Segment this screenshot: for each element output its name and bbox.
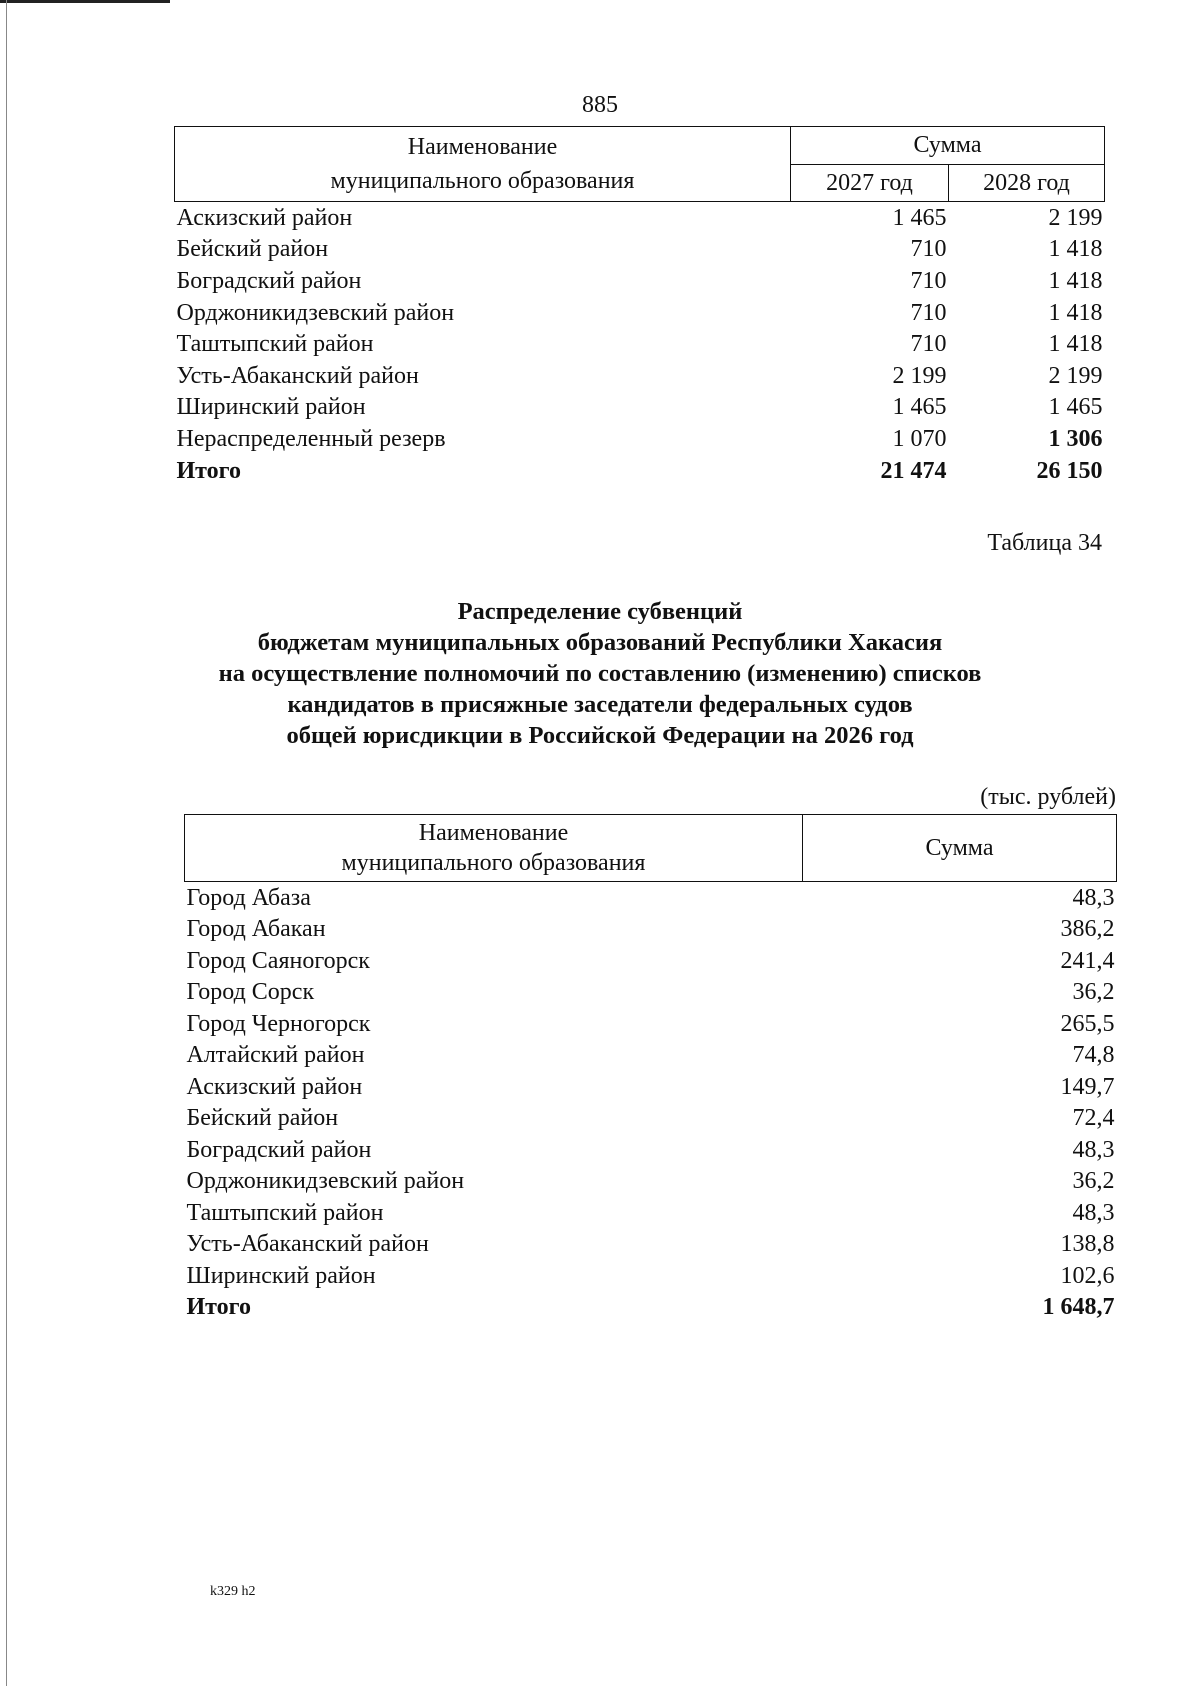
row-name: Город Абакан <box>186 916 326 943</box>
row-name: Боградский район <box>176 267 362 294</box>
total-value-2027: 21 474 <box>880 457 947 484</box>
table2-header-name-line2: муниципального образования <box>341 850 646 876</box>
total-label: Итого <box>176 457 241 484</box>
row-value: 138,8 <box>1060 1231 1115 1258</box>
row-name: Нераспределенный резерв <box>176 425 446 452</box>
row-value: 72,4 <box>1072 1105 1115 1132</box>
row-value-2028: 1 418 <box>1048 299 1103 326</box>
row-value-2028: 2 199 <box>1048 204 1103 231</box>
table-row <box>185 1260 1117 1292</box>
table-row <box>175 234 1105 266</box>
table-row <box>175 423 1105 455</box>
table1-header-2028: 2028 год <box>949 164 1105 202</box>
table-row <box>185 1134 1117 1166</box>
table1-header-2027: 2027 год <box>791 164 949 202</box>
row-value: 386,2 <box>1060 916 1115 943</box>
row-name: Боградский район <box>186 1136 372 1163</box>
table-row <box>175 328 1105 360</box>
table-total-row <box>185 1292 1117 1324</box>
row-value: 149,7 <box>1060 1073 1115 1100</box>
table2-header-name-line1: Наименование <box>418 820 569 846</box>
row-name: Алтайский район <box>186 1042 365 1069</box>
title-line: на осуществление полномочий по составлению (изменению) списков <box>218 660 982 687</box>
table-row <box>175 265 1105 297</box>
table-row <box>175 297 1105 329</box>
row-value-2028: 1 418 <box>1048 331 1103 358</box>
table-row <box>185 945 1117 977</box>
row-value: 48,3 <box>1072 884 1115 911</box>
row-value-2027: 710 <box>910 236 947 263</box>
row-name: Таштыпский район <box>176 331 374 358</box>
table1-header-name-line1: Наименование <box>407 134 558 160</box>
table-continuation <box>174 126 1105 486</box>
row-name: Таштыпский район <box>186 1199 384 1226</box>
table-subventions <box>184 814 1117 1323</box>
row-value-2027: 1 465 <box>892 204 947 231</box>
table-row <box>185 914 1117 946</box>
row-value-2027: 2 199 <box>892 362 947 389</box>
table2-header-name <box>185 815 803 882</box>
title-line: общей юрисдикции в Российской Федерации на 2026 год <box>286 722 914 749</box>
row-value-2027: 710 <box>910 331 947 358</box>
row-value: 48,3 <box>1072 1199 1115 1226</box>
row-name: Усть-Абаканский район <box>176 362 419 389</box>
table-row <box>185 1229 1117 1261</box>
row-name: Бейский район <box>186 1105 339 1132</box>
row-value-2027: 1 465 <box>892 394 947 421</box>
row-value: 102,6 <box>1060 1262 1115 1289</box>
footer-code: k329 h2 <box>210 1584 256 1599</box>
row-name: Город Абаза <box>186 884 311 911</box>
table-row <box>185 1166 1117 1198</box>
table-row <box>175 392 1105 424</box>
table1-header-name <box>175 127 791 202</box>
table-row <box>175 202 1105 234</box>
row-name: Ширинский район <box>176 394 366 421</box>
table2-header-sum: Сумма <box>803 815 1117 882</box>
row-value-2028: 1 418 <box>1048 236 1103 263</box>
row-name: Орджоникидзевский район <box>176 299 455 326</box>
row-name: Бейский район <box>176 236 329 263</box>
row-value-2027: 1 070 <box>892 425 947 452</box>
total-value: 1 648,7 <box>1042 1294 1115 1321</box>
row-name: Орджоникидзевский район <box>186 1168 465 1195</box>
row-value-2028: 1 465 <box>1048 394 1103 421</box>
row-value-2027: 710 <box>910 267 947 294</box>
row-value: 36,2 <box>1072 1168 1115 1195</box>
total-label: Итого <box>186 1294 251 1321</box>
row-name: Ширинский район <box>186 1262 376 1289</box>
row-value: 241,4 <box>1060 947 1115 974</box>
row-value: 36,2 <box>1072 979 1115 1006</box>
page-number: 885 <box>582 92 618 118</box>
table-number: Таблица 34 <box>987 530 1102 556</box>
row-value-2028: 1 306 <box>1048 425 1103 452</box>
row-name: Город Сорск <box>186 979 315 1006</box>
table-title <box>0 596 1200 751</box>
table-row <box>185 1197 1117 1229</box>
title-line: Распределение субвенций <box>457 598 743 625</box>
table-row <box>185 1071 1117 1103</box>
table-total-row <box>175 455 1105 487</box>
table1-header-sum: Сумма <box>791 127 1105 165</box>
total-value-2028: 26 150 <box>1036 457 1103 484</box>
title-line: бюджетам муниципальных образований Республики Хакасия <box>257 629 943 656</box>
table-row <box>175 360 1105 392</box>
scan-edge-left <box>6 0 7 1686</box>
row-name: Город Саяногорск <box>186 947 370 974</box>
row-value: 265,5 <box>1060 1010 1115 1037</box>
units-label: (тыс. рублей) <box>980 784 1116 810</box>
row-name: Усть-Абаканский район <box>186 1231 429 1258</box>
table-row <box>185 882 1117 914</box>
table1-header-name-line2: муниципального образования <box>330 168 635 194</box>
table-row <box>185 1008 1117 1040</box>
row-name: Город Черногорск <box>186 1010 371 1037</box>
row-name: Аскизский район <box>176 204 353 231</box>
table-row <box>185 1103 1117 1135</box>
scan-edge-top <box>0 0 170 3</box>
title-line: кандидатов в присяжные заседатели федеральных судов <box>287 691 913 718</box>
table-row <box>185 1040 1117 1072</box>
row-value-2028: 1 418 <box>1048 267 1103 294</box>
row-value: 48,3 <box>1072 1136 1115 1163</box>
row-value-2027: 710 <box>910 299 947 326</box>
row-value: 74,8 <box>1072 1042 1115 1069</box>
row-name: Аскизский район <box>186 1073 363 1100</box>
table-row <box>185 977 1117 1009</box>
row-value-2028: 2 199 <box>1048 362 1103 389</box>
